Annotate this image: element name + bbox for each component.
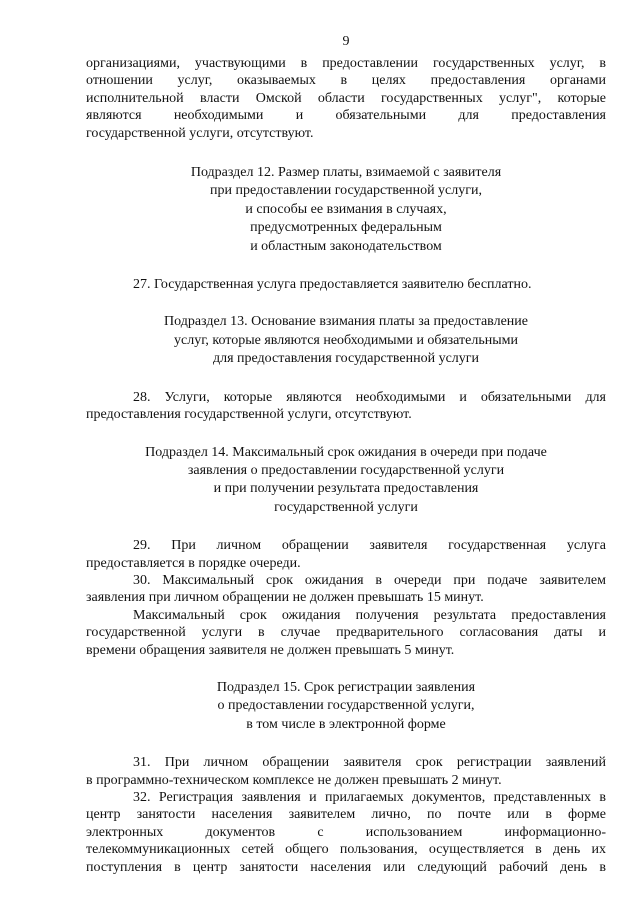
- text-line: телекоммуникационных сетей общего пользования, осуществляется в день их: [86, 842, 606, 858]
- heading-line: Подраздел 12. Размер платы, взимаемой с заявителя: [190, 165, 502, 181]
- heading-line: предусмотренных федеральным: [250, 220, 442, 236]
- text-line: государственной услуги в случае предварительного согласования даты и: [86, 625, 606, 641]
- text-line: 31. При личном обращении заявителя срок регистрации заявлений: [133, 755, 606, 771]
- text-line: предоставления государственной услуги, отсутствуют.: [86, 407, 412, 423]
- subsection-15-heading: [86, 679, 606, 734]
- text-line: являются необходимыми и обязательными для предоставления: [86, 108, 606, 124]
- item-28: [86, 389, 606, 424]
- text-line: Максимальный срок ожидания получения результата предоставления: [133, 607, 606, 623]
- text-line: заявления при личном обращении не должен превышать 15 минут.: [86, 590, 484, 606]
- text-line: поступления в центр занятости населения или следующий рабочий день в: [86, 859, 606, 875]
- heading-line: и при получении результата предоставления: [213, 481, 479, 497]
- text-line: отношении услуг, оказываемых в целях предоставления органами: [86, 73, 606, 89]
- page-number: 9: [342, 34, 350, 49]
- text-line: времени обращения заявителя не должен превышать 5 минут.: [86, 642, 455, 658]
- text-line: 29. При личном обращении заявителя государственная услуга: [133, 538, 606, 554]
- text-line: центр занятости населения заявителем лично, по почте или в форме: [86, 807, 606, 823]
- item-27: 27. Государственная услуга предоставляется заявителю бесплатно.: [133, 277, 532, 293]
- item-31: [86, 754, 606, 789]
- heading-line: о предоставлении государственной услуги,: [217, 698, 475, 714]
- heading-line: государственной услуги: [274, 499, 418, 515]
- heading-line: в том числе в электронной форме: [246, 716, 446, 732]
- text-line: электронных документов с использованием информационно-: [86, 824, 606, 840]
- item-32: [86, 789, 606, 876]
- item-30-paragraph-2: [86, 607, 606, 659]
- text-line: организациями, участвующими в предоставлении государственных услуг, в: [86, 56, 606, 71]
- subsection-14-heading: [86, 444, 606, 518]
- text-line: исполнительной власти Омской области государственных услуг", которые: [86, 90, 606, 106]
- heading-line: для предоставления государственной услуги: [212, 351, 480, 367]
- text-line: государственной услуги, отсутствуют.: [86, 125, 314, 141]
- heading-line: Подраздел 15. Срок регистрации заявления: [216, 679, 476, 695]
- heading-line: Подраздел 13. Основание взимания платы за предоставление: [164, 314, 528, 330]
- text-line: предоставляется в порядке очереди.: [86, 555, 301, 571]
- heading-line: при предоставлении государственной услуги,: [209, 183, 482, 199]
- subsection-12-heading: [86, 164, 606, 256]
- text-line: 28. Услуги, которые являются необходимыми и обязательными для: [133, 389, 606, 405]
- text-line: 30. Максимальный срок ожидания в очереди при подаче заявителем: [133, 572, 606, 588]
- heading-line: услуг, которые являются необходимыми и обязательными: [174, 332, 518, 348]
- item-29: [86, 537, 606, 572]
- text-line: 32. Регистрация заявления и прилагаемых документов, представленных в: [133, 790, 606, 805]
- heading-line: и областным законодательством: [250, 238, 442, 254]
- heading-line: заявления о предоставлении государственной услуги: [187, 462, 505, 478]
- item-30: [86, 572, 606, 607]
- text-line: в программно-техническом комплексе не должен превышать 2 минут.: [86, 772, 502, 788]
- heading-line: и способы ее взимания в случаях,: [245, 201, 447, 217]
- heading-line: Подраздел 14. Максимальный срок ожидания в очереди при подаче: [145, 444, 547, 460]
- intro-paragraph: [86, 55, 606, 142]
- subsection-13-heading: [86, 313, 606, 368]
